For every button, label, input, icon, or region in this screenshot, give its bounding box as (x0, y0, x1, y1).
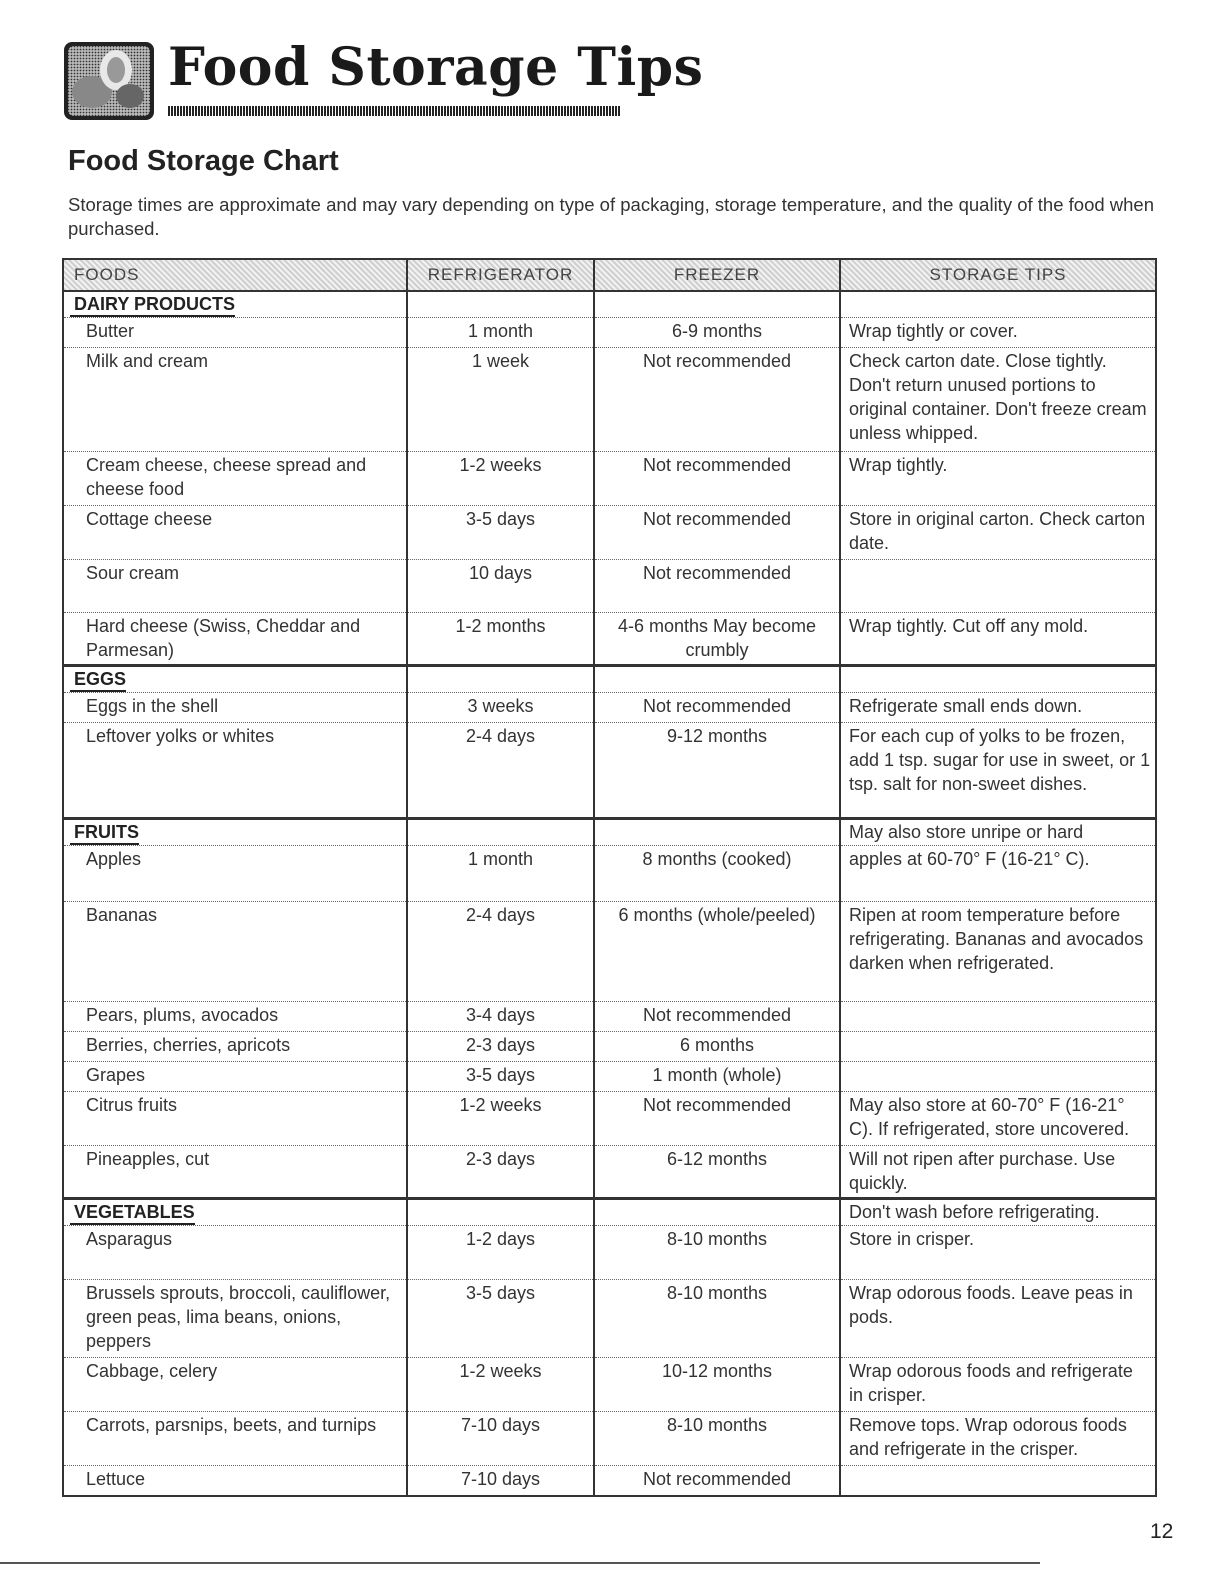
food-cell: Eggs in the shell (63, 693, 407, 723)
freezer-cell: Not recommended (594, 693, 840, 723)
column-header-refrigerator: REFRIGERATOR (407, 259, 594, 291)
food-cell: Bananas (63, 902, 407, 1002)
refrigerator-cell: 3-5 days (407, 1280, 594, 1358)
freezer-cell: 10-12 months (594, 1358, 840, 1412)
table-row (63, 1226, 1156, 1280)
tips-cell: Don't wash before refrigerating. (840, 1199, 1156, 1226)
page-number: 12 (1150, 1520, 1174, 1543)
food-cell: Cream cheese, cheese spread and cheese food (63, 452, 407, 506)
tips-cell: Wrap odorous foods and refrigerate in crisper. (840, 1358, 1156, 1412)
tips-cell: Wrap tightly. (840, 452, 1156, 506)
freezer-cell: Not recommended (594, 506, 840, 560)
food-cell: Lettuce (63, 1466, 407, 1496)
table-row (63, 1280, 1156, 1358)
freezer-cell: 6-12 months (594, 1146, 840, 1199)
tips-cell (840, 1466, 1156, 1496)
refrigerator-cell: 1 month (407, 318, 594, 348)
refrigerator-cell: 3-4 days (407, 1002, 594, 1032)
category-row-eggs (63, 666, 1156, 693)
tips-cell (840, 1032, 1156, 1062)
refrigerator-cell: 3-5 days (407, 506, 594, 560)
section-title: Food Storage Chart (68, 145, 339, 177)
refrigerator-cell: 1 month (407, 846, 594, 902)
page-header (64, 36, 704, 126)
food-cell: Sour cream (63, 560, 407, 613)
refrigerator-cell: 2-4 days (407, 723, 594, 819)
food-cell: Pears, plums, avocados (63, 1002, 407, 1032)
tips-cell: May also store at 60-70° F (16-21° C). If refrigerated, store uncovered. (840, 1092, 1156, 1146)
tips-cell: Store in original carton. Check carton date. (840, 506, 1156, 560)
freezer-cell: 8-10 months (594, 1412, 840, 1466)
category-label: EGGS (70, 668, 126, 692)
tips-cell: Wrap tightly or cover. (840, 318, 1156, 348)
freezer-cell: Not recommended (594, 1466, 840, 1496)
tips-cell: Remove tops. Wrap odorous foods and refrigerate in the crisper. (840, 1412, 1156, 1466)
freezer-cell: Not recommended (594, 1002, 840, 1032)
freezer-cell: 6-9 months (594, 318, 840, 348)
tips-cell: Refrigerate small ends down. (840, 693, 1156, 723)
refrigerator-cell: 2-3 days (407, 1146, 594, 1199)
column-header-foods: FOODS (63, 259, 407, 291)
category-row-fruits (63, 819, 1156, 846)
food-cell: Brussels sprouts, broccoli, cauliflower, green peas, lima beans, onions, peppers (63, 1280, 407, 1358)
freezer-cell: Not recommended (594, 452, 840, 506)
freezer-cell: 4-6 months May become crumbly (594, 613, 840, 666)
table-row (63, 1146, 1156, 1199)
refrigerator-cell: 1 week (407, 348, 594, 452)
refrigerator-cell: 3-5 days (407, 1062, 594, 1092)
food-storage-table (62, 258, 1157, 1497)
food-cell: Milk and cream (63, 348, 407, 452)
tips-cell (840, 1002, 1156, 1032)
refrigerator-cell: 7-10 days (407, 1412, 594, 1466)
refrigerator-cell: 1-2 weeks (407, 1092, 594, 1146)
tips-cell: For each cup of yolks to be frozen, add 1 tsp. sugar for use in sweet, or 1 tsp. salt for non-sweet dishes. (840, 723, 1156, 819)
tips-cell: Wrap tightly. Cut off any mold. (840, 613, 1156, 666)
tips-cell: Check carton date. Close tightly. Don't return unused portions to original container. Don't freeze cream unless whipped. (840, 348, 1156, 452)
category-row-dairy (63, 291, 1156, 318)
table-row (63, 318, 1156, 348)
refrigerator-cell: 2-4 days (407, 902, 594, 1002)
food-cell: Hard cheese (Swiss, Cheddar and Parmesan) (63, 613, 407, 666)
freezer-cell: Not recommended (594, 1092, 840, 1146)
tips-cell: May also store unripe or hard (840, 819, 1156, 846)
title-underline (168, 106, 620, 116)
freezer-cell: 1 month (whole) (594, 1062, 840, 1092)
freezer-cell: Not recommended (594, 348, 840, 452)
tips-cell (840, 1062, 1156, 1092)
refrigerator-cell: 1-2 months (407, 613, 594, 666)
food-cell: Butter (63, 318, 407, 348)
tips-cell: Store in crisper. (840, 1226, 1156, 1280)
freezer-cell: 6 months (whole/peeled) (594, 902, 840, 1002)
table-row (63, 348, 1156, 452)
table-row (63, 902, 1156, 1002)
table-row (63, 1092, 1156, 1146)
refrigerator-cell: 2-3 days (407, 1032, 594, 1062)
refrigerator-cell: 1-2 days (407, 1226, 594, 1280)
tips-cell (840, 560, 1156, 613)
food-collage-icon (64, 42, 154, 120)
category-label: VEGETABLES (70, 1201, 195, 1225)
food-cell: Grapes (63, 1062, 407, 1092)
table-row (63, 1062, 1156, 1092)
table-row (63, 1466, 1156, 1496)
category-label: DAIRY PRODUCTS (70, 293, 235, 317)
food-cell: Cabbage, celery (63, 1358, 407, 1412)
refrigerator-cell: 1-2 weeks (407, 1358, 594, 1412)
table-row (63, 1032, 1156, 1062)
table-row (63, 1412, 1156, 1466)
table-row (63, 1358, 1156, 1412)
bottom-divider (0, 1562, 1040, 1564)
table-row (63, 613, 1156, 666)
food-cell: Cottage cheese (63, 506, 407, 560)
table-row (63, 506, 1156, 560)
refrigerator-cell: 10 days (407, 560, 594, 613)
tips-cell: Will not ripen after purchase. Use quickly. (840, 1146, 1156, 1199)
food-cell: Citrus fruits (63, 1092, 407, 1146)
column-header-storage-tips: STORAGE TIPS (840, 259, 1156, 291)
table-row (63, 1002, 1156, 1032)
freezer-cell: 6 months (594, 1032, 840, 1062)
category-label: FRUITS (70, 821, 139, 845)
freezer-cell: Not recommended (594, 560, 840, 613)
food-cell: Carrots, parsnips, beets, and turnips (63, 1412, 407, 1466)
tips-cell: Wrap odorous foods. Leave peas in pods. (840, 1280, 1156, 1358)
food-cell: Asparagus (63, 1226, 407, 1280)
category-row-vegetables (63, 1199, 1156, 1226)
freezer-cell: 9-12 months (594, 723, 840, 819)
freezer-cell: 8-10 months (594, 1226, 840, 1280)
tips-cell: apples at 60-70° F (16-21° C). (840, 846, 1156, 902)
table-row (63, 846, 1156, 902)
food-cell: Apples (63, 846, 407, 902)
column-header-freezer: FREEZER (594, 259, 840, 291)
table-row (63, 723, 1156, 819)
table-row (63, 452, 1156, 506)
section-intro: Storage times are approximate and may vary depending on type of packaging, storage temperature, and the quality of the food when purchased. (68, 194, 1155, 239)
page-title: Food Storage Tips (168, 37, 704, 98)
food-cell: Leftover yolks or whites (63, 723, 407, 819)
tips-cell: Ripen at room temperature before refrigerating. Bananas and avocados darken when refrigerated. (840, 902, 1156, 1002)
food-cell: Pineapples, cut (63, 1146, 407, 1199)
refrigerator-cell: 3 weeks (407, 693, 594, 723)
refrigerator-cell: 1-2 weeks (407, 452, 594, 506)
table-row (63, 693, 1156, 723)
refrigerator-cell: 7-10 days (407, 1466, 594, 1496)
freezer-cell: 8 months (cooked) (594, 846, 840, 902)
food-cell: Berries, cherries, apricots (63, 1032, 407, 1062)
table-row (63, 560, 1156, 613)
table-header-row (63, 259, 1156, 291)
freezer-cell: 8-10 months (594, 1280, 840, 1358)
